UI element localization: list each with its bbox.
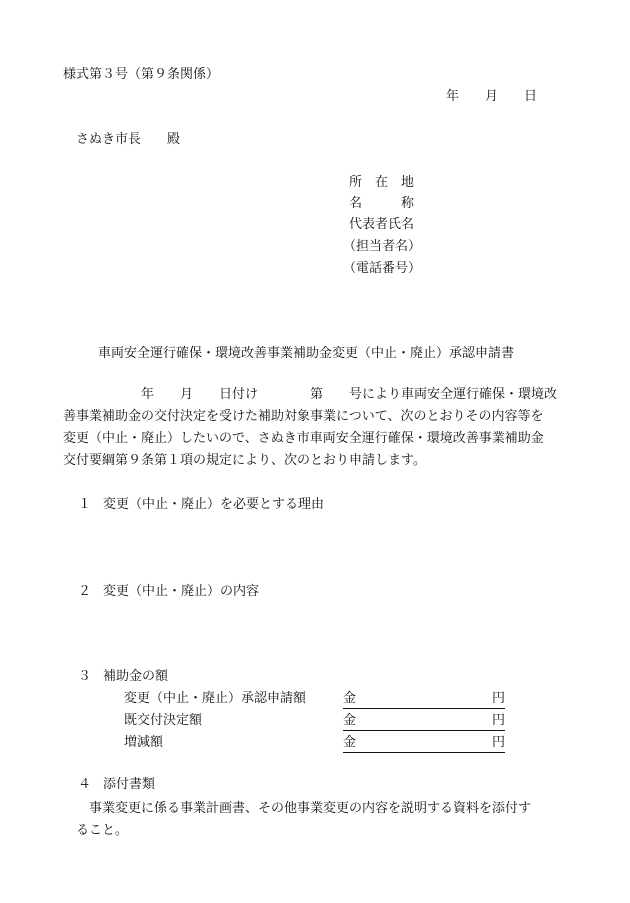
attachment-line: 事業変更に係る事業計画書、その他事業変更の内容を説明する資料を添付す [76, 801, 532, 816]
applicant-address-label: 所 在 地 [349, 175, 415, 190]
amount-prefix: 金 [343, 735, 357, 750]
body-line: 年 月 日付け 第 号により車両安全運行確保・環境改 [63, 387, 558, 402]
amount-suffix: 円 [491, 713, 505, 728]
amount-prefix: 金 [343, 713, 357, 728]
amount-label: 変更（中止・廃止）承認申請額 [124, 691, 307, 706]
amount-label: 既交付決定額 [124, 713, 203, 728]
body-paragraph [63, 384, 573, 472]
amount-field [343, 712, 505, 731]
attachment-line: ること。 [76, 823, 129, 838]
amount-suffix: 円 [491, 691, 505, 706]
amount-suffix: 円 [491, 735, 505, 750]
form-label: 様式第３号（第９条関係） [63, 67, 220, 82]
section-1-number: １ [78, 497, 92, 512]
section-3-number: ３ [78, 669, 92, 684]
section-1-title: 変更（中止・廃止）を必要とする理由 [103, 497, 325, 512]
applicant-name-label: 名 称 [349, 196, 415, 211]
section-4-title: 添付書類 [103, 777, 156, 792]
document-title: 車両安全運行確保・環境改善事業補助金変更（中止・廃止）承認申請書 [98, 346, 515, 361]
body-line: 善事業補助金の交付決定を受けた補助対象事業について、次のとおりその内容等を [63, 409, 544, 424]
applicant-representative-label: 代表者氏名 [349, 217, 415, 232]
section-4-number: ４ [78, 777, 92, 792]
applicant-contact-label: （担当者名） [343, 239, 422, 254]
body-line: 交付要綱第９条第１項の規定により、次のとおり申請します。 [63, 453, 426, 468]
addressee: さぬき市長 殿 [76, 132, 181, 147]
applicant-phone-label: （電話番号） [343, 261, 422, 276]
body-line: 変更（中止・廃止）したいので、さぬき市車両安全運行確保・環境改善事業補助金 [63, 431, 544, 446]
date-line: 年 月 日 [446, 89, 538, 104]
amount-field [343, 690, 505, 709]
section-3-title: 補助金の額 [103, 669, 169, 684]
amount-label: 増減額 [124, 735, 164, 750]
amount-prefix: 金 [343, 691, 357, 706]
section-2-number: ２ [78, 584, 92, 599]
section-2-title: 変更（中止・廃止）の内容 [103, 584, 260, 599]
attachment-paragraph [76, 798, 576, 842]
amount-field [343, 734, 505, 753]
